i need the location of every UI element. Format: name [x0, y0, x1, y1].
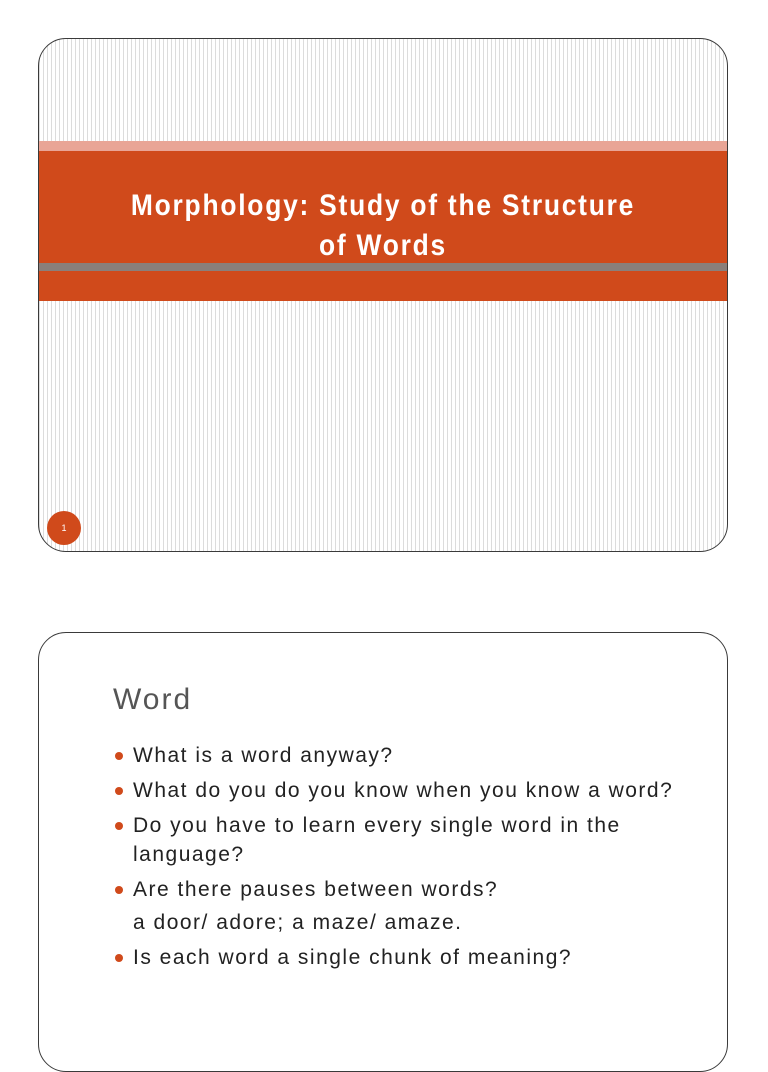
- page-number-badge: 1: [47, 511, 81, 545]
- bullet-item: [115, 811, 695, 869]
- bullet-item: [115, 776, 695, 805]
- bullet-dot-icon: [115, 822, 123, 830]
- bullet-dot-icon: [115, 886, 123, 894]
- content-slide: [38, 632, 728, 1072]
- title-slide: [38, 38, 728, 552]
- bullet-item: [115, 875, 695, 904]
- bullet-text: Do you have to learn every single word in the language?: [133, 814, 621, 866]
- bullet-item: [115, 943, 695, 972]
- bullet-item: [115, 741, 695, 770]
- bullet-text: What do you do you know when you know a word?: [133, 779, 674, 802]
- title-band-top-stripe: [39, 141, 727, 151]
- bullet-subtext: [115, 908, 695, 937]
- bullet-text: Are there pauses between words?: [133, 878, 499, 901]
- slide-heading: Word: [113, 683, 193, 716]
- bullet-text: a door/ adore; a maze/ amaze.: [133, 911, 463, 934]
- title-band-bottom-stripe: [39, 263, 727, 271]
- slide-title: Morphology: Study of the Structure of Words: [130, 189, 636, 262]
- bullet-text: Is each word a single chunk of meaning?: [133, 946, 573, 969]
- bullet-dot-icon: [115, 954, 123, 962]
- title-band: [39, 151, 727, 301]
- bullet-dot-icon: [115, 752, 123, 760]
- bullet-text: What is a word anyway?: [133, 744, 394, 767]
- bullet-list: [115, 741, 695, 978]
- bullet-dot-icon: [115, 787, 123, 795]
